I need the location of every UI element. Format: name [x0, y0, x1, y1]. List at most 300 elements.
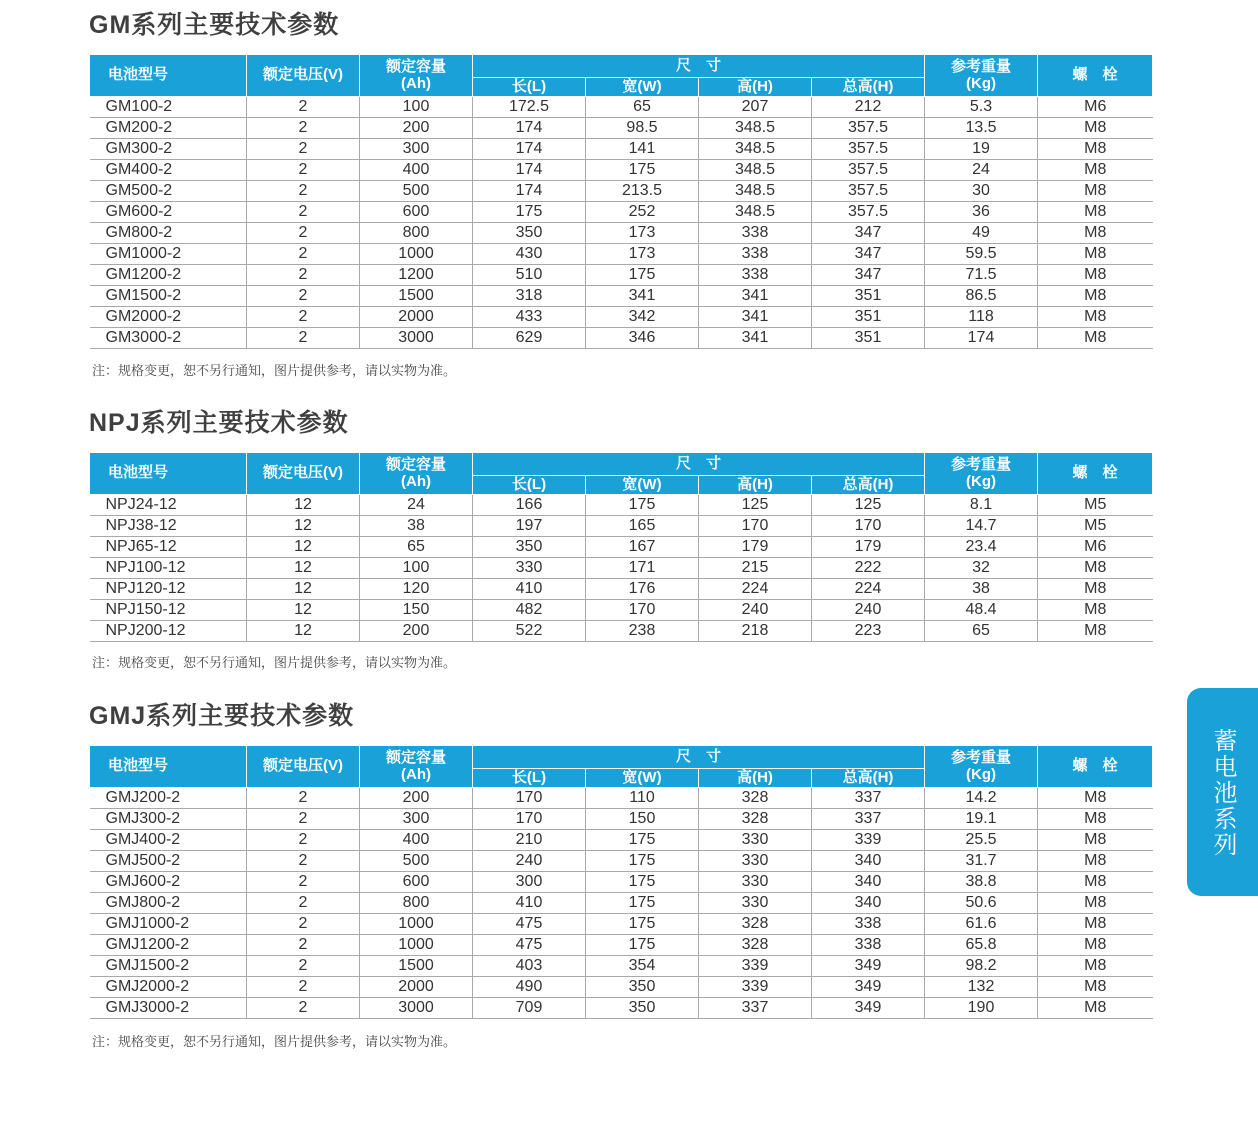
cell-voltage: 12: [247, 579, 360, 600]
table-row: [90, 223, 1153, 244]
cell-length: 410: [473, 579, 586, 600]
cell-total-height: 351: [812, 328, 925, 349]
gm-section: [89, 10, 1152, 378]
cell-bolt: M8: [1038, 286, 1153, 307]
cell-bolt: M8: [1038, 935, 1153, 956]
cell-total-height: 179: [812, 537, 925, 558]
gm-spec-table: [89, 54, 1153, 349]
cell-height: 224: [699, 579, 812, 600]
cell-height: 330: [699, 893, 812, 914]
cell-capacity: 100: [360, 97, 473, 118]
cell-width: 252: [586, 202, 699, 223]
cell-weight: 25.5: [925, 830, 1038, 851]
cell-bolt: M5: [1038, 495, 1153, 516]
cell-width: 175: [586, 851, 699, 872]
gmj-section: [89, 701, 1152, 1049]
cell-model: GM600-2: [90, 202, 247, 223]
cell-model: NPJ24-12: [90, 495, 247, 516]
cell-width: 350: [586, 977, 699, 998]
cell-total-height: 357.5: [812, 181, 925, 202]
cell-weight: 8.1: [925, 495, 1038, 516]
cell-total-height: 347: [812, 265, 925, 286]
cell-bolt: M6: [1038, 97, 1153, 118]
cell-width: 170: [586, 600, 699, 621]
cell-height: 328: [699, 935, 812, 956]
cell-voltage: 2: [247, 914, 360, 935]
cell-length: 170: [473, 809, 586, 830]
cell-voltage: 12: [247, 537, 360, 558]
cell-height: 339: [699, 956, 812, 977]
cell-voltage: 2: [247, 998, 360, 1019]
cell-height: 328: [699, 809, 812, 830]
cell-voltage: 2: [247, 935, 360, 956]
cell-length: 430: [473, 244, 586, 265]
cell-height: 328: [699, 914, 812, 935]
table-row: [90, 118, 1153, 139]
cell-bolt: M8: [1038, 579, 1153, 600]
cell-width: 354: [586, 956, 699, 977]
cell-total-height: 357.5: [812, 160, 925, 181]
cell-width: 175: [586, 935, 699, 956]
cell-weight: 36: [925, 202, 1038, 223]
cell-length: 174: [473, 181, 586, 202]
table-header: [90, 55, 1153, 97]
cell-bolt: M8: [1038, 265, 1153, 286]
cell-width: 165: [586, 516, 699, 537]
cell-bolt: M8: [1038, 893, 1153, 914]
cell-capacity: 200: [360, 788, 473, 809]
cell-model: GM2000-2: [90, 307, 247, 328]
cell-voltage: 2: [247, 956, 360, 977]
cell-length: 350: [473, 537, 586, 558]
cell-total-height: 224: [812, 579, 925, 600]
cell-model: GMJ1000-2: [90, 914, 247, 935]
header-model: 电池型号: [90, 55, 247, 97]
cell-width: 150: [586, 809, 699, 830]
header-capacity-unit: (Ah): [401, 74, 431, 92]
npj-spec-table: [89, 452, 1153, 642]
header-height: 高(H): [699, 476, 812, 495]
table-row: [90, 265, 1153, 286]
cell-width: 171: [586, 558, 699, 579]
cell-model: NPJ200-12: [90, 621, 247, 642]
table-header: [90, 746, 1153, 788]
cell-height: 328: [699, 788, 812, 809]
cell-capacity: 120: [360, 579, 473, 600]
cell-bolt: M5: [1038, 516, 1153, 537]
cell-width: 213.5: [586, 181, 699, 202]
cell-capacity: 1500: [360, 286, 473, 307]
header-weight: [925, 746, 1038, 788]
cell-model: GM500-2: [90, 181, 247, 202]
header-bolt: 螺 栓: [1038, 746, 1153, 788]
cell-height: 341: [699, 307, 812, 328]
cell-voltage: 2: [247, 139, 360, 160]
cell-capacity: 1000: [360, 244, 473, 265]
cell-total-height: 347: [812, 244, 925, 265]
cell-length: 490: [473, 977, 586, 998]
header-capacity-unit: (Ah): [401, 472, 431, 490]
cell-model: GM800-2: [90, 223, 247, 244]
cell-model: NPJ120-12: [90, 579, 247, 600]
cell-bolt: M8: [1038, 977, 1153, 998]
cell-voltage: 2: [247, 893, 360, 914]
cell-weight: 65.8: [925, 935, 1038, 956]
cell-weight: 32: [925, 558, 1038, 579]
cell-voltage: 2: [247, 118, 360, 139]
cell-width: 346: [586, 328, 699, 349]
cell-width: 175: [586, 872, 699, 893]
header-weight-unit: (Kg): [966, 765, 997, 783]
disclaimer-note: 注：规格变更，恕不另行通知，图片提供参考，请以实物为准。: [92, 655, 457, 670]
cell-capacity: 2000: [360, 307, 473, 328]
cell-weight: 31.7: [925, 851, 1038, 872]
cell-length: 330: [473, 558, 586, 579]
header-weight-unit: (Kg): [966, 472, 997, 490]
cell-bolt: M8: [1038, 160, 1153, 181]
cell-capacity: 3000: [360, 998, 473, 1019]
cell-capacity: 500: [360, 851, 473, 872]
header-length: 长(L): [473, 476, 586, 495]
table-row: [90, 286, 1153, 307]
cell-bolt: M8: [1038, 202, 1153, 223]
table-row: [90, 956, 1153, 977]
cell-bolt: M8: [1038, 956, 1153, 977]
cell-voltage: 2: [247, 160, 360, 181]
header-weight-unit: (Kg): [966, 74, 997, 92]
cell-length: 174: [473, 118, 586, 139]
header-capacity-label: 额定容量: [385, 749, 446, 766]
table-row: [90, 537, 1153, 558]
section-title: GM系列主要技术参数: [89, 11, 340, 39]
table-row: [90, 97, 1153, 118]
cell-weight: 19.1: [925, 809, 1038, 830]
cell-total-height: 240: [812, 600, 925, 621]
table-body: [90, 788, 1153, 1019]
table-row: [90, 935, 1153, 956]
cell-weight: 24: [925, 160, 1038, 181]
cell-bolt: M8: [1038, 139, 1153, 160]
cell-weight: 174: [925, 328, 1038, 349]
cell-weight: 59.5: [925, 244, 1038, 265]
cell-capacity: 400: [360, 160, 473, 181]
header-size: 尺 寸: [473, 453, 925, 476]
cell-voltage: 2: [247, 265, 360, 286]
cell-total-height: 340: [812, 872, 925, 893]
cell-model: GMJ1200-2: [90, 935, 247, 956]
cell-height: 330: [699, 872, 812, 893]
cell-total-height: 222: [812, 558, 925, 579]
cell-weight: 13.5: [925, 118, 1038, 139]
cell-bolt: M8: [1038, 809, 1153, 830]
cell-length: 482: [473, 600, 586, 621]
cell-weight: 38: [925, 579, 1038, 600]
cell-length: 175: [473, 202, 586, 223]
cell-total-height: 357.5: [812, 139, 925, 160]
header-capacity: [360, 453, 473, 495]
cell-capacity: 1200: [360, 265, 473, 286]
cell-height: 170: [699, 516, 812, 537]
header-voltage: 额定电压(V): [247, 55, 360, 97]
cell-height: 339: [699, 977, 812, 998]
cell-width: 141: [586, 139, 699, 160]
table-row: [90, 558, 1153, 579]
table-row: [90, 139, 1153, 160]
section-title: GMJ系列主要技术参数: [89, 702, 355, 730]
cell-width: 173: [586, 244, 699, 265]
cell-total-height: 170: [812, 516, 925, 537]
cell-length: 475: [473, 914, 586, 935]
cell-voltage: 2: [247, 202, 360, 223]
header-height: 高(H): [699, 769, 812, 788]
table-row: [90, 181, 1153, 202]
cell-capacity: 400: [360, 830, 473, 851]
cell-capacity: 800: [360, 893, 473, 914]
cell-weight: 14.7: [925, 516, 1038, 537]
cell-model: GM400-2: [90, 160, 247, 181]
cell-height: 341: [699, 328, 812, 349]
cell-width: 341: [586, 286, 699, 307]
header-capacity: [360, 55, 473, 97]
cell-capacity: 1000: [360, 935, 473, 956]
cell-model: NPJ38-12: [90, 516, 247, 537]
cell-width: 175: [586, 914, 699, 935]
table-row: [90, 516, 1153, 537]
cell-voltage: 2: [247, 223, 360, 244]
cell-height: 337: [699, 998, 812, 1019]
cell-voltage: 2: [247, 181, 360, 202]
table-row: [90, 244, 1153, 265]
cell-length: 510: [473, 265, 586, 286]
cell-length: 240: [473, 851, 586, 872]
cell-weight: 86.5: [925, 286, 1038, 307]
cell-length: 300: [473, 872, 586, 893]
cell-capacity: 500: [360, 181, 473, 202]
cell-width: 175: [586, 893, 699, 914]
header-bolt: 螺 栓: [1038, 453, 1153, 495]
cell-height: 341: [699, 286, 812, 307]
cell-total-height: 349: [812, 998, 925, 1019]
header-size: 尺 寸: [473, 746, 925, 769]
cell-height: 330: [699, 830, 812, 851]
header-width: 宽(W): [586, 769, 699, 788]
header-total-height: 总高(H): [812, 476, 925, 495]
cell-bolt: M8: [1038, 307, 1153, 328]
cell-capacity: 38: [360, 516, 473, 537]
cell-length: 403: [473, 956, 586, 977]
cell-length: 709: [473, 998, 586, 1019]
header-voltage: 额定电压(V): [247, 453, 360, 495]
cell-width: 173: [586, 223, 699, 244]
table-row: [90, 495, 1153, 516]
header-capacity: [360, 746, 473, 788]
disclaimer-note: 注：规格变更，恕不另行通知，图片提供参考，请以实物为准。: [92, 1034, 457, 1049]
table-row: [90, 914, 1153, 935]
cell-bolt: M8: [1038, 223, 1153, 244]
header-total-height: 总高(H): [812, 78, 925, 97]
cell-bolt: M8: [1038, 998, 1153, 1019]
cell-model: GM1200-2: [90, 265, 247, 286]
cell-capacity: 150: [360, 600, 473, 621]
npj-section: [89, 408, 1152, 670]
cell-voltage: 2: [247, 872, 360, 893]
cell-capacity: 300: [360, 809, 473, 830]
cell-height: 215: [699, 558, 812, 579]
cell-bolt: M6: [1038, 537, 1153, 558]
cell-weight: 61.6: [925, 914, 1038, 935]
table-row: [90, 579, 1153, 600]
cell-weight: 49: [925, 223, 1038, 244]
cell-model: GMJ2000-2: [90, 977, 247, 998]
cell-width: 350: [586, 998, 699, 1019]
header-total-height: 总高(H): [812, 769, 925, 788]
cell-total-height: 357.5: [812, 202, 925, 223]
cell-height: 348.5: [699, 139, 812, 160]
cell-height: 338: [699, 244, 812, 265]
cell-height: 338: [699, 265, 812, 286]
cell-weight: 65: [925, 621, 1038, 642]
cell-weight: 30: [925, 181, 1038, 202]
table-body: [90, 495, 1153, 642]
table-row: [90, 893, 1153, 914]
cell-voltage: 12: [247, 621, 360, 642]
cell-model: NPJ65-12: [90, 537, 247, 558]
cell-weight: 38.8: [925, 872, 1038, 893]
header-weight-label: 参考重量: [951, 456, 1012, 473]
cell-total-height: 349: [812, 956, 925, 977]
cell-width: 175: [586, 830, 699, 851]
cell-bolt: M8: [1038, 244, 1153, 265]
cell-voltage: 2: [247, 788, 360, 809]
header-model: 电池型号: [90, 453, 247, 495]
cell-total-height: 212: [812, 97, 925, 118]
table-row: [90, 621, 1153, 642]
table-row: [90, 328, 1153, 349]
table-header: [90, 453, 1153, 495]
cell-voltage: 2: [247, 307, 360, 328]
cell-bolt: M8: [1038, 600, 1153, 621]
cell-capacity: 600: [360, 202, 473, 223]
cell-model: GMJ3000-2: [90, 998, 247, 1019]
header-capacity-label: 额定容量: [385, 58, 446, 75]
cell-height: 348.5: [699, 202, 812, 223]
cell-bolt: M8: [1038, 851, 1153, 872]
cell-weight: 48.4: [925, 600, 1038, 621]
cell-length: 318: [473, 286, 586, 307]
cell-total-height: 347: [812, 223, 925, 244]
cell-model: GM1500-2: [90, 286, 247, 307]
header-width: 宽(W): [586, 78, 699, 97]
header-size: 尺 寸: [473, 55, 925, 78]
header-weight-label: 参考重量: [951, 749, 1012, 766]
cell-weight: 118: [925, 307, 1038, 328]
header-weight-label: 参考重量: [951, 58, 1012, 75]
cell-model: GM300-2: [90, 139, 247, 160]
cell-width: 110: [586, 788, 699, 809]
cell-total-height: 337: [812, 788, 925, 809]
table-row: [90, 788, 1153, 809]
header-voltage: 额定电压(V): [247, 746, 360, 788]
cell-voltage: 2: [247, 851, 360, 872]
cell-length: 174: [473, 160, 586, 181]
header-width: 宽(W): [586, 476, 699, 495]
cell-capacity: 3000: [360, 328, 473, 349]
cell-voltage: 12: [247, 600, 360, 621]
cell-capacity: 200: [360, 621, 473, 642]
cell-model: GMJ1500-2: [90, 956, 247, 977]
table-row: [90, 307, 1153, 328]
cell-height: 348.5: [699, 160, 812, 181]
cell-weight: 190: [925, 998, 1038, 1019]
cell-total-height: 340: [812, 851, 925, 872]
table-row: [90, 160, 1153, 181]
cell-width: 175: [586, 265, 699, 286]
cell-width: 175: [586, 160, 699, 181]
side-category-tab: [1187, 688, 1258, 896]
table-body: [90, 97, 1153, 349]
cell-length: 166: [473, 495, 586, 516]
cell-width: 175: [586, 495, 699, 516]
cell-bolt: M8: [1038, 872, 1153, 893]
cell-model: GM100-2: [90, 97, 247, 118]
cell-bolt: M8: [1038, 914, 1153, 935]
cell-capacity: 2000: [360, 977, 473, 998]
cell-length: 210: [473, 830, 586, 851]
header-weight: [925, 55, 1038, 97]
cell-voltage: 12: [247, 516, 360, 537]
cell-bolt: M8: [1038, 181, 1153, 202]
cell-model: GMJ300-2: [90, 809, 247, 830]
cell-bolt: M8: [1038, 621, 1153, 642]
cell-model: GM3000-2: [90, 328, 247, 349]
cell-total-height: 349: [812, 977, 925, 998]
cell-height: 330: [699, 851, 812, 872]
cell-weight: 14.2: [925, 788, 1038, 809]
cell-capacity: 1500: [360, 956, 473, 977]
cell-width: 342: [586, 307, 699, 328]
cell-total-height: 339: [812, 830, 925, 851]
cell-height: 179: [699, 537, 812, 558]
cell-bolt: M8: [1038, 328, 1153, 349]
cell-height: 125: [699, 495, 812, 516]
cell-weight: 132: [925, 977, 1038, 998]
cell-voltage: 2: [247, 244, 360, 265]
cell-model: GMJ500-2: [90, 851, 247, 872]
cell-length: 475: [473, 935, 586, 956]
cell-voltage: 12: [247, 558, 360, 579]
table-row: [90, 872, 1153, 893]
table-row: [90, 202, 1153, 223]
cell-weight: 19: [925, 139, 1038, 160]
cell-model: GMJ400-2: [90, 830, 247, 851]
cell-total-height: 337: [812, 809, 925, 830]
header-weight: [925, 453, 1038, 495]
header-height: 高(H): [699, 78, 812, 97]
cell-length: 350: [473, 223, 586, 244]
cell-width: 65: [586, 97, 699, 118]
cell-model: NPJ100-12: [90, 558, 247, 579]
cell-model: GM200-2: [90, 118, 247, 139]
cell-model: NPJ150-12: [90, 600, 247, 621]
cell-weight: 23.4: [925, 537, 1038, 558]
cell-length: 197: [473, 516, 586, 537]
cell-capacity: 24: [360, 495, 473, 516]
cell-width: 238: [586, 621, 699, 642]
cell-total-height: 125: [812, 495, 925, 516]
cell-voltage: 2: [247, 97, 360, 118]
cell-model: GM1000-2: [90, 244, 247, 265]
cell-weight: 98.2: [925, 956, 1038, 977]
